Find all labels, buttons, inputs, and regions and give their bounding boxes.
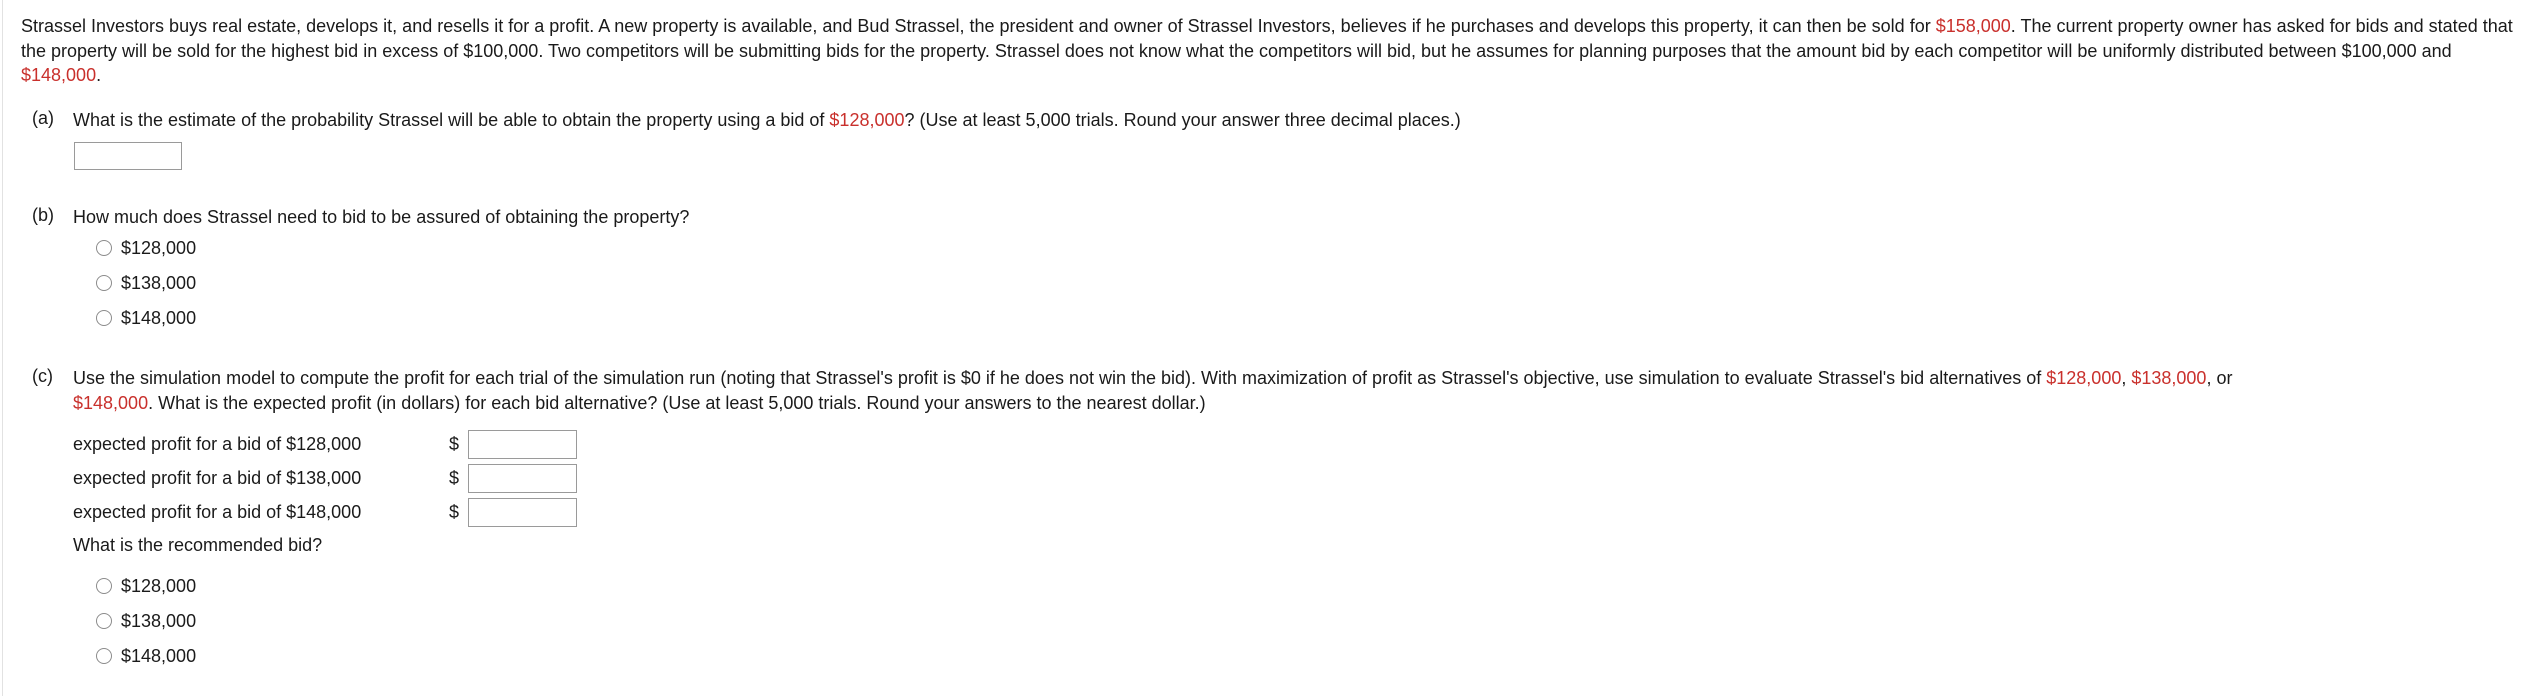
expected-profit-label: expected profit for a bid of $128,000 <box>73 433 362 454</box>
part-c-option-2[interactable] <box>96 609 196 633</box>
option-label: $128,000 <box>121 575 197 596</box>
option-label: $148,000 <box>121 307 197 328</box>
currency-symbol: $ <box>449 467 460 488</box>
problem-statement: Strassel Investors buys real estate, develops it, and resells it for a profit. A new property is available, and Bud Strassel, the president and owner of Strassel Investors, believes if he purchases and develops this property, it can then be sold for $158,000. The current property owner has asked for bids and stated that the property will be sold for the highest bid in excess of $100,000. Two competitors will be submitting bids for the property. Strassel does not know what the competitors will bid, but he assumes for planning purposes that the amount bid by each competitor will be uniformly distributed between $100,000 and $148,000. <box>21 16 2513 85</box>
currency-symbol: $ <box>449 501 460 522</box>
bid-alternative-3: $148,000 <box>73 392 149 413</box>
part-c-option-3[interactable] <box>96 644 196 668</box>
part-a-question: What is the estimate of the probability Strassel will be able to obtain the property using a bid of $128,000? (Use at least 5,000 trials. Round your answer three decimal places.) <box>73 110 1461 130</box>
part-c-option-1[interactable] <box>96 574 196 598</box>
part-a-bid-value: $128,000 <box>829 110 905 130</box>
part-b-label: (b) <box>32 205 54 225</box>
option-label: $138,000 <box>121 610 197 631</box>
question-frame <box>2 0 2543 696</box>
radio-button-icon[interactable] <box>96 240 112 256</box>
radio-button-icon[interactable] <box>96 648 112 664</box>
option-label: $128,000 <box>121 237 197 258</box>
expected-profit-row <box>73 429 577 459</box>
radio-button-icon[interactable] <box>96 578 112 594</box>
option-label: $148,000 <box>121 645 197 666</box>
recommended-bid-question: What is the recommended bid? <box>73 535 323 555</box>
bid-alternative-2: $138,000 <box>2131 368 2207 388</box>
radio-button-icon[interactable] <box>96 613 112 629</box>
expected-profit-label: expected profit for a bid of $148,000 <box>73 501 362 522</box>
expected-profit-148000-input[interactable] <box>468 498 577 527</box>
part-c-question: Use the simulation model to compute the profit for each trial of the simulation run (noting that Strassel's profit is $0 if he does not win the bid). With maximization of profit as Strassel's objective, use simulation to evaluate Strassel's bid alternatives of $128,000, $138,000, or $148,000. What is the expected profit (in dollars) for each bid alternative? (Use at least 5,000 trials. Round your answers to the nearest dollar.) <box>73 368 2233 413</box>
expected-profit-row <box>73 497 577 527</box>
expected-profit-row <box>73 463 577 493</box>
part-b-option-1[interactable] <box>96 236 196 260</box>
part-b-option-2[interactable] <box>96 271 196 295</box>
upper-bound-value: $148,000 <box>21 65 97 85</box>
expected-profit-128000-input[interactable] <box>468 430 577 459</box>
probability-answer-input[interactable] <box>74 142 182 170</box>
sale-price-value: $158,000 <box>1935 16 2011 36</box>
part-b-option-3[interactable] <box>96 306 196 330</box>
part-b-question: How much does Strassel need to bid to be assured of obtaining the property? <box>73 207 690 227</box>
bid-alternative-1: $128,000 <box>2046 368 2122 388</box>
radio-button-icon[interactable] <box>96 275 112 291</box>
expected-profit-label: expected profit for a bid of $138,000 <box>73 467 362 488</box>
part-c-label: (c) <box>32 366 53 386</box>
radio-button-icon[interactable] <box>96 310 112 326</box>
option-label: $138,000 <box>121 272 197 293</box>
expected-profit-138000-input[interactable] <box>468 464 577 493</box>
currency-symbol: $ <box>449 433 460 454</box>
part-a-label: (a) <box>32 108 54 128</box>
